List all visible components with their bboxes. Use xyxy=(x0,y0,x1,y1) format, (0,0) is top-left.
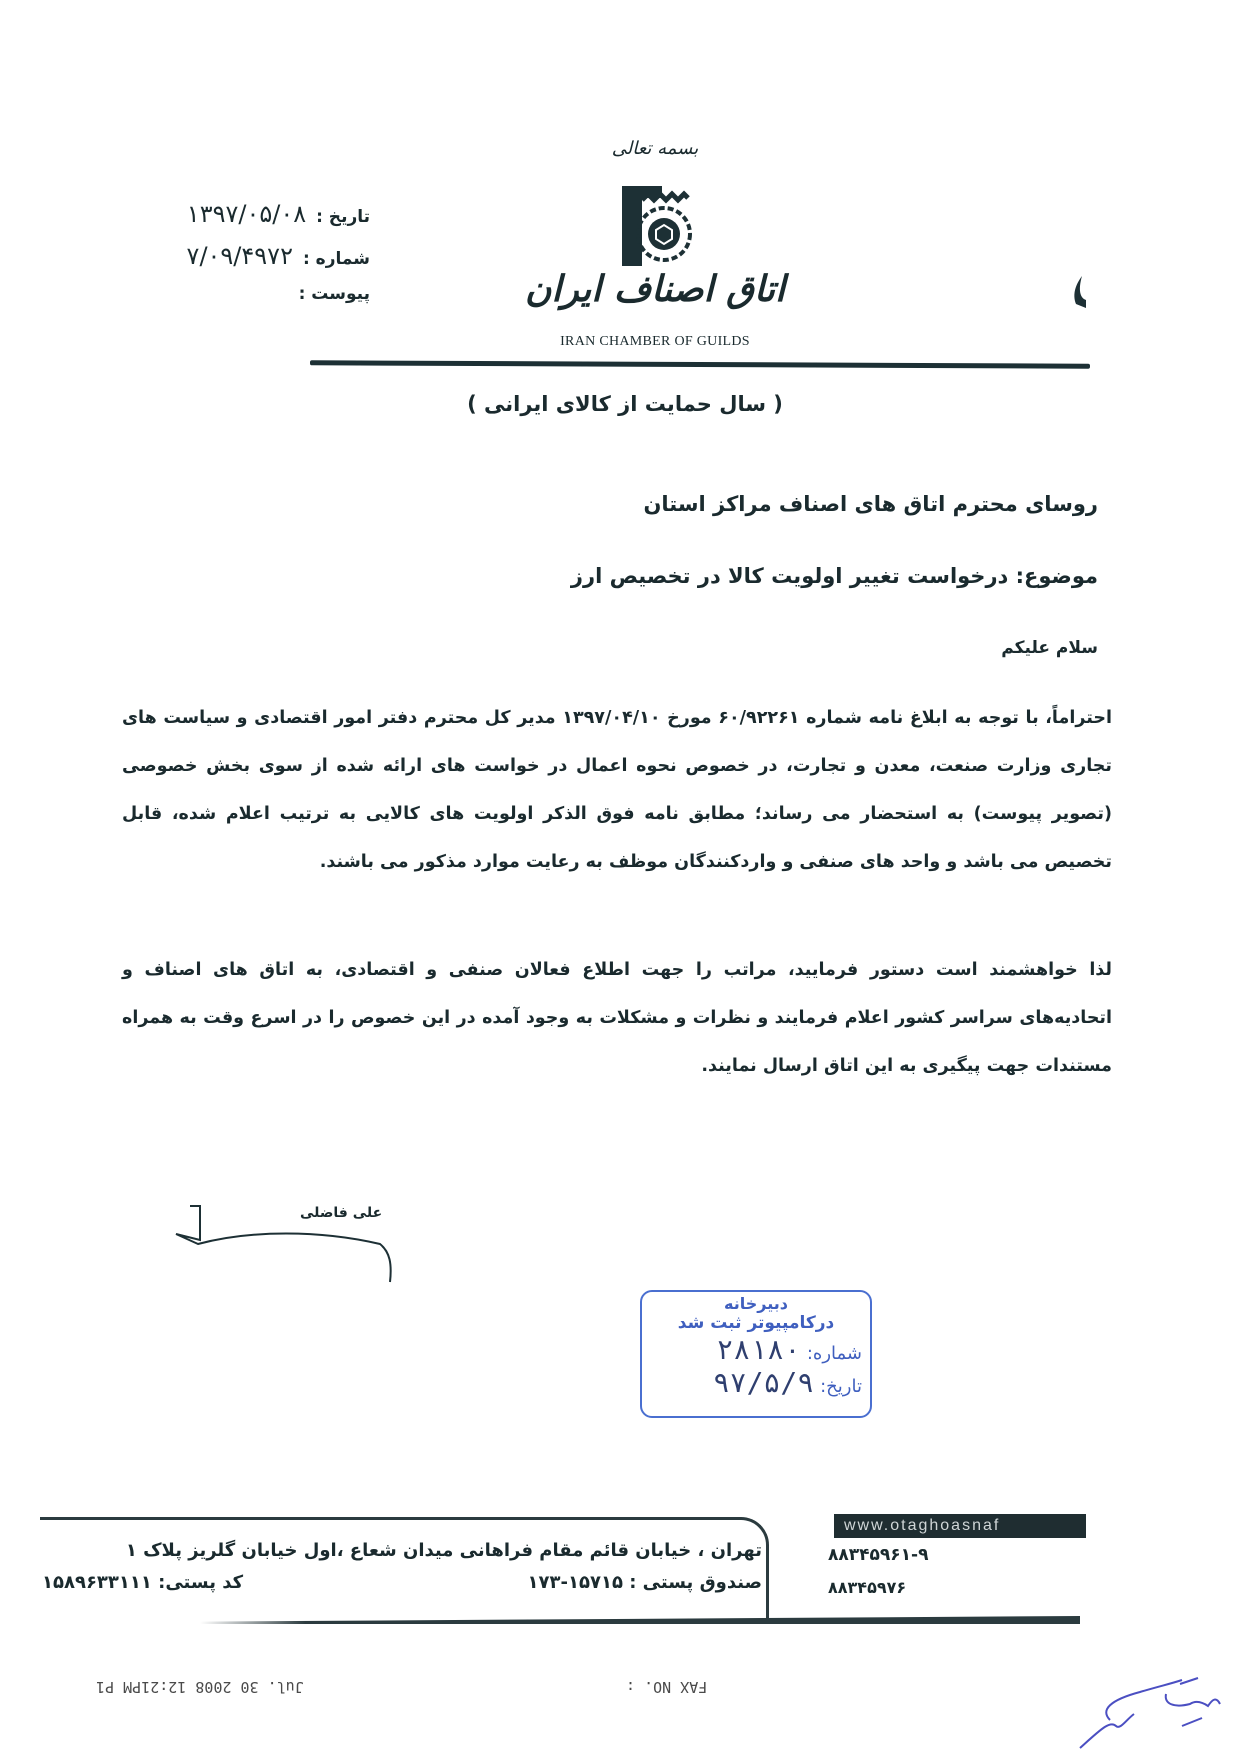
greeting: سلام علیکم xyxy=(1001,638,1098,658)
footer-postal-row xyxy=(42,1572,762,1593)
stamp-date-value: ۹۷/۵/۹ xyxy=(712,1366,815,1399)
stamp-date-row xyxy=(642,1366,870,1399)
year-slogan: ( سال حمایت از کالای ایرانی ) xyxy=(467,392,783,416)
organization-name-en: IRAN CHAMBER OF GUILDS xyxy=(560,334,750,349)
footer-address: تهران ، خیابان قائم مقام فراهانی میدان شعاع ،اول خیابان گلریز پلاک ۱ xyxy=(125,1540,762,1561)
footer-frame xyxy=(40,1517,769,1620)
number-value: ۷/۰۹/۴۹۷۲ xyxy=(186,242,293,270)
stamp-title: دبیرخانه xyxy=(724,1294,788,1313)
website: www.otaghoasnaf xyxy=(834,1514,1086,1538)
body-paragraph: احتراماً، با توجه به ابلاغ نامه شماره ۶۰/۹۲۲۶۱ مورخ ۱۳۹۷/۰۴/۱۰ مدیر کل محترم دفتر امور اقتصادی و سیاست های تجاری وزارت صنعت، معدن و تجارت، در خصوص نحوه اعمال در خواست های ارائه شده از سوی بخش خصوصی (تصویر پیوست) به استحضار می رساند؛ مطابق نامه فوق الذکر اولویت های کالایی به ترتیب اعلام شده، قابل تخصیص می باشد و واحد های صنفی و واردکنندگان موظف به رعایت موارد مذکور می باشند. xyxy=(122,708,1112,872)
subject: موضوع: درخواست تغییر اولویت کالا در تخصیص ارز xyxy=(570,564,1098,588)
po-box: صندوق پستی : ۱۵۷۱۵-۱۷۳ xyxy=(527,1572,762,1593)
header-divider xyxy=(310,360,1090,368)
secretariat-stamp xyxy=(640,1290,872,1418)
attachment-row xyxy=(299,284,370,304)
stamp-number-value: ۲۸۱۸۰ xyxy=(716,1333,801,1366)
date-value: ۱۳۹۷/۰۵/۰۸ xyxy=(186,200,307,228)
stamp-number-label: شماره: xyxy=(806,1343,862,1364)
recipient: روسای محترم اتاق های اصناف مراکز استان xyxy=(643,492,1098,516)
stamp-number-row xyxy=(642,1333,870,1366)
bismillah: بسمه تعالی xyxy=(611,138,699,159)
fax-timestamp: Jul. 30 2008 12:21PM P1 xyxy=(96,1678,304,1696)
stamp-subtitle: درکامپیوتر ثبت شد xyxy=(677,1313,835,1333)
guild-logo-icon xyxy=(622,186,692,266)
body-paragraph: لذا خواهشمند است دستور فرمایید، مراتب را جهت اطلاع فعالان صنفی و اقتصادی، به اتاق های اصناف و اتحادیه‌های سراسر کشور اعلام فرمایند و نظرات و مشکلات به وجود آمده در این خصوص را در اسرع وقت به همراه مستندات جهت پیگیری به این اتاق ارسال نمایند. xyxy=(122,960,1112,1076)
organization-name-fa: اتاق اصناف ایران xyxy=(524,268,786,310)
fax-number-label: FAX NO. : xyxy=(626,1678,708,1696)
stamp-date-label: تاریخ: xyxy=(820,1376,862,1397)
side-mark-icon xyxy=(1068,274,1090,310)
postal-code: کد پستی: ۱۵۸۹۶۳۳۱۱۱ xyxy=(42,1572,244,1593)
date-row xyxy=(187,200,370,228)
fax-number: ۸۸۳۴۵۹۷۶ xyxy=(828,1578,907,1597)
date-label: تاریخ : xyxy=(316,207,370,227)
number-label: شماره : xyxy=(302,249,370,269)
attachment-label: پیوست : xyxy=(298,284,370,304)
number-row xyxy=(187,242,370,270)
phone-number: ۸۸۳۴۵۹۶۱-۹ xyxy=(828,1545,929,1565)
signatory-name: علی فاضلی xyxy=(300,1205,383,1221)
handwritten-initials-icon xyxy=(1070,1660,1240,1750)
